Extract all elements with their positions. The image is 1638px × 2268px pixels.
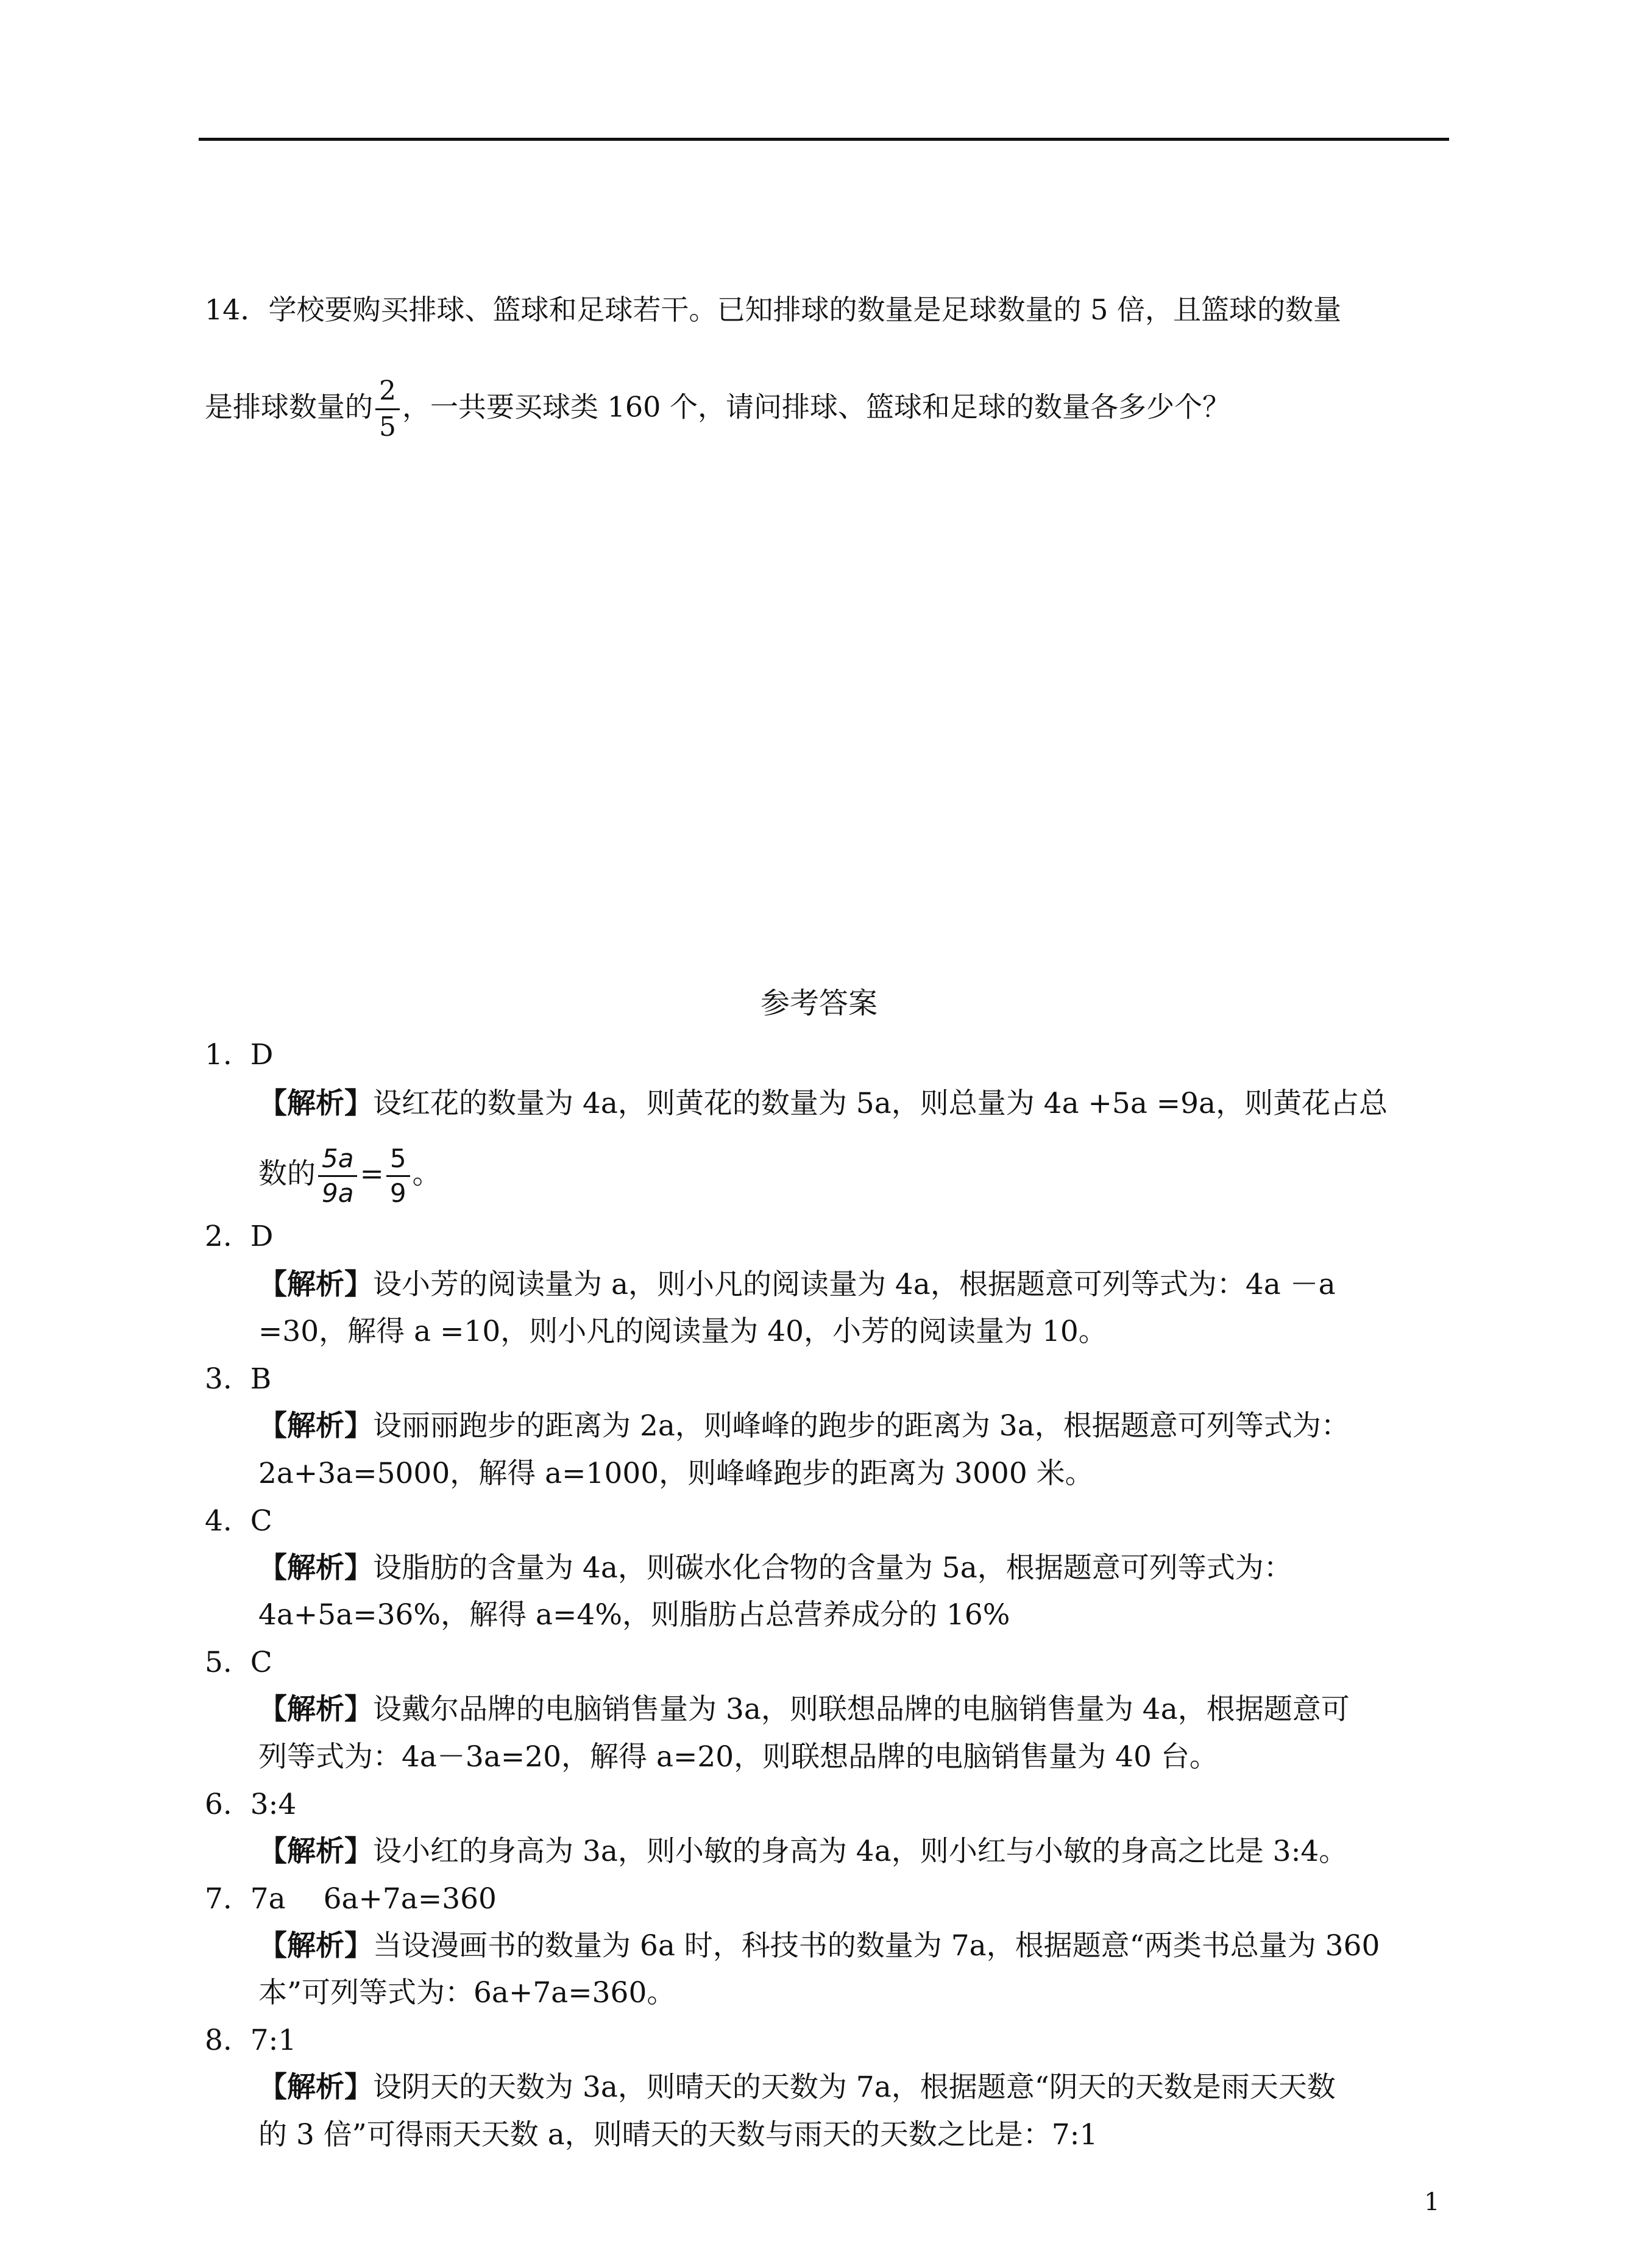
analysis-label: 【解析】 <box>258 1409 373 1443</box>
answer-choice: B <box>250 1362 272 1396</box>
answer-8-analysis-line-1 <box>258 2069 1336 2106</box>
fraction-denominator: 5 <box>379 411 396 443</box>
answer-1-analysis-line-2 <box>258 1143 441 1208</box>
analysis-text: 数的 <box>258 1157 316 1191</box>
analysis-label: 【解析】 <box>258 1693 373 1726</box>
answer-choice: 3:4 <box>250 1788 297 1821</box>
analysis-text: 列等式为：4a－3a=20，解得 a=20，则联想品牌的电脑销售量为 40 台。 <box>258 1740 1218 1774</box>
analysis-label: 【解析】 <box>258 1551 373 1585</box>
analysis-text: 设阴天的天数为 3a，则晴天的天数为 7a，根据题意“阴天的天数是雨天天数 <box>373 2071 1336 2104</box>
answer-6-analysis-line-1 <box>258 1833 1347 1870</box>
question-14-text: 14．学校要购买排球、篮球和足球若干。已知排球的数量是足球数量的 5 倍，且篮球的数量 <box>205 293 1342 326</box>
analysis-label: 【解析】 <box>258 1087 373 1120</box>
analysis-label: 【解析】 <box>258 1268 373 1301</box>
question-14-text-suffix: ，一共要买球类 160 个，请问排球、篮球和足球的数量各多少个？ <box>402 390 1231 424</box>
answer-1-header <box>205 1037 273 1073</box>
answer-number: 8. <box>205 2024 232 2057</box>
question-14-text-prefix: 是排球数量的 <box>205 390 373 424</box>
answer-3-header <box>205 1361 271 1398</box>
analysis-text: 2a+3a=5000，解得 a=1000，则峰峰跑步的距离为 3000 米。 <box>258 1457 1094 1490</box>
fraction-numerator: 5a <box>318 1146 357 1177</box>
answer-5-header <box>205 1644 272 1681</box>
answer-7-analysis-line-2 <box>258 1975 675 2011</box>
answer-3-analysis-line-1 <box>258 1408 1350 1445</box>
equals-sign: = <box>360 1157 384 1191</box>
answers-title: 参考答案 <box>760 986 878 1020</box>
answer-number: 1. <box>205 1038 232 1072</box>
analysis-text: 4a+5a=36%，解得 a=4%，则脂肪占总营养成分的 16% <box>258 1598 1010 1632</box>
analysis-label: 【解析】 <box>258 2071 373 2104</box>
answer-number: 5. <box>205 1646 232 1679</box>
fraction-numerator: 2 <box>375 378 400 410</box>
fraction-denominator: 9 <box>389 1178 406 1208</box>
fraction-denominator: 9a <box>322 1178 354 1208</box>
analysis-text: 设红花的数量为 4a，则黄花的数量为 5a，则总量为 4a +5a =9a，则黄花占总 <box>373 1087 1388 1120</box>
analysis-text: 当设漫画书的数量为 6a 时，科技书的数量为 7a，根据题意“两类书总量为 360 <box>373 1929 1380 1963</box>
answer-number: 3. <box>205 1362 232 1396</box>
answer-8-analysis-line-2 <box>258 2117 1097 2153</box>
answer-number: 6. <box>205 1788 232 1821</box>
analysis-text: 本”可列等式为：6a+7a=360。 <box>258 1976 676 2010</box>
answer-7-header <box>205 1881 497 1918</box>
analysis-text: 设小红的身高为 3a，则小敏的身高为 4a，则小红与小敏的身高之比是 3:4。 <box>373 1835 1348 1868</box>
answer-1-fraction-2 <box>386 1143 410 1208</box>
answer-3-analysis-line-2 <box>258 1456 1094 1492</box>
answer-number: 2. <box>205 1220 232 1253</box>
analysis-label: 【解析】 <box>258 1835 373 1868</box>
answer-number: 7. <box>205 1882 232 1916</box>
answer-5-analysis-line-2 <box>258 1739 1218 1776</box>
analysis-text: 设丽丽跑步的距离为 2a，则峰峰的跑步的距离为 3a，根据题意可列等式为： <box>373 1409 1350 1443</box>
answer-choice: D <box>250 1038 274 1072</box>
fraction-numerator: 5 <box>386 1146 410 1177</box>
analysis-text: 设脂肪的含量为 4a，则碳水化合物的含量为 5a，根据题意可列等式为： <box>373 1551 1292 1585</box>
question-14-line-1 <box>205 291 1341 328</box>
answer-4-analysis-line-1 <box>258 1550 1292 1587</box>
answer-7-analysis-line-1 <box>258 1928 1380 1964</box>
analysis-text: 的 3 倍”可得雨天天数 a，则晴天的天数与雨天的天数之比是：7:1 <box>258 2118 1098 2152</box>
question-14-fraction <box>375 375 400 443</box>
answer-8-header <box>205 2022 296 2059</box>
answer-choice: D <box>250 1220 274 1253</box>
answer-1-fraction-1 <box>318 1143 357 1208</box>
period: 。 <box>412 1157 441 1191</box>
answer-choice: 7:1 <box>250 2024 297 2057</box>
page-number: 1 <box>1424 2188 1440 2216</box>
question-14-line-2 <box>205 375 1231 443</box>
analysis-text: =30，解得 a =10，则小凡的阅读量为 40，小芳的阅读量为 10。 <box>258 1315 1107 1348</box>
answer-4-analysis-line-2 <box>258 1597 1010 1633</box>
answer-2-analysis-line-2 <box>258 1314 1107 1350</box>
answer-choice: 7a 6a+7a=360 <box>250 1882 497 1916</box>
analysis-label: 【解析】 <box>258 1929 373 1963</box>
analysis-text: 设戴尔品牌的电脑销售量为 3a，则联想品牌的电脑销售量为 4a，根据题意可 <box>373 1693 1350 1726</box>
analysis-text: 设小芳的阅读量为 a，则小凡的阅读量为 4a，根据题意可列等式为：4a －a <box>373 1268 1336 1301</box>
answer-4-header <box>205 1503 272 1540</box>
answer-5-analysis-line-1 <box>258 1691 1350 1728</box>
answer-1-analysis-line-1 <box>258 1086 1388 1122</box>
header-rule <box>199 138 1449 141</box>
answer-choice: C <box>250 1504 272 1538</box>
answer-choice: C <box>250 1646 272 1679</box>
answer-2-analysis-line-1 <box>258 1267 1336 1303</box>
answer-6-header <box>205 1786 296 1823</box>
answer-number: 4. <box>205 1504 232 1538</box>
answer-2-header <box>205 1218 273 1255</box>
